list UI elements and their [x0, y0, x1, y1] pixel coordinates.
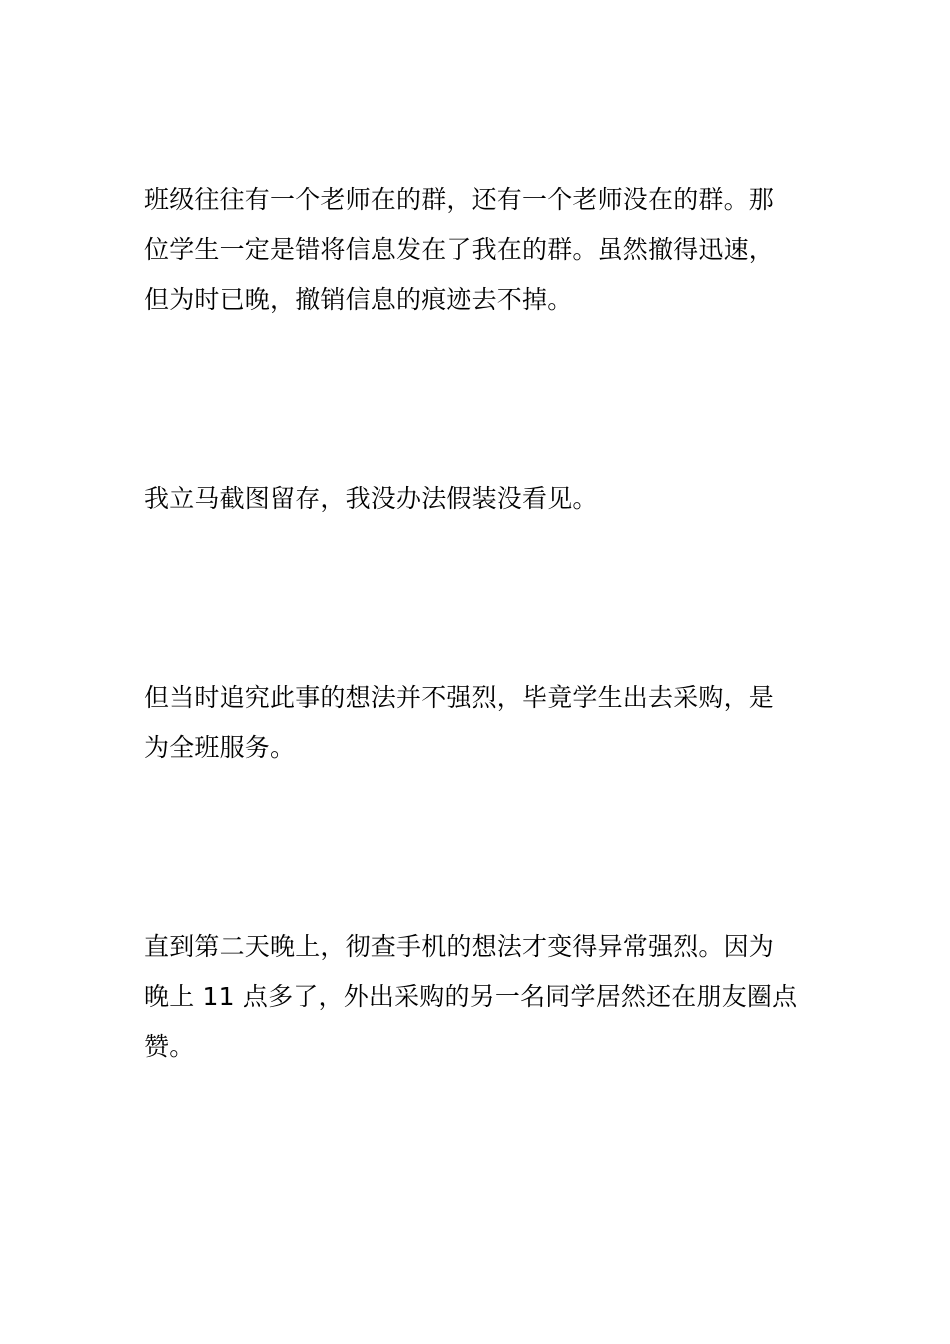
- paragraph-1-line-2: 位学生一定是错将信息发在了我在的群。虽然撤得迅速，: [144, 235, 775, 264]
- paragraph-2-line-1: 我立马截图留存，我没办法假装没看见。: [144, 484, 598, 513]
- paragraph-3-line-1: 但当时追究此事的想法并不强烈，毕竟学生出去采购，是: [144, 683, 775, 712]
- paragraph-3-line-2: 为全班服务。: [144, 733, 296, 762]
- paragraph-1-line-3: 但为时已晚，撤销信息的痕迹去不掉。: [144, 285, 573, 314]
- paragraph-4-line-2: 晚上 11 点多了，外出采购的另一名同学居然还在朋友圈点: [144, 982, 798, 1011]
- paragraph-4-line-3: 赞。: [144, 1032, 195, 1061]
- paragraph-1-line-1: 班级往往有一个老师在的群，还有一个老师没在的群。那: [144, 185, 775, 214]
- paragraph-4-line-1: 直到第二天晚上，彻查手机的想法才变得异常强烈。因为: [144, 932, 775, 961]
